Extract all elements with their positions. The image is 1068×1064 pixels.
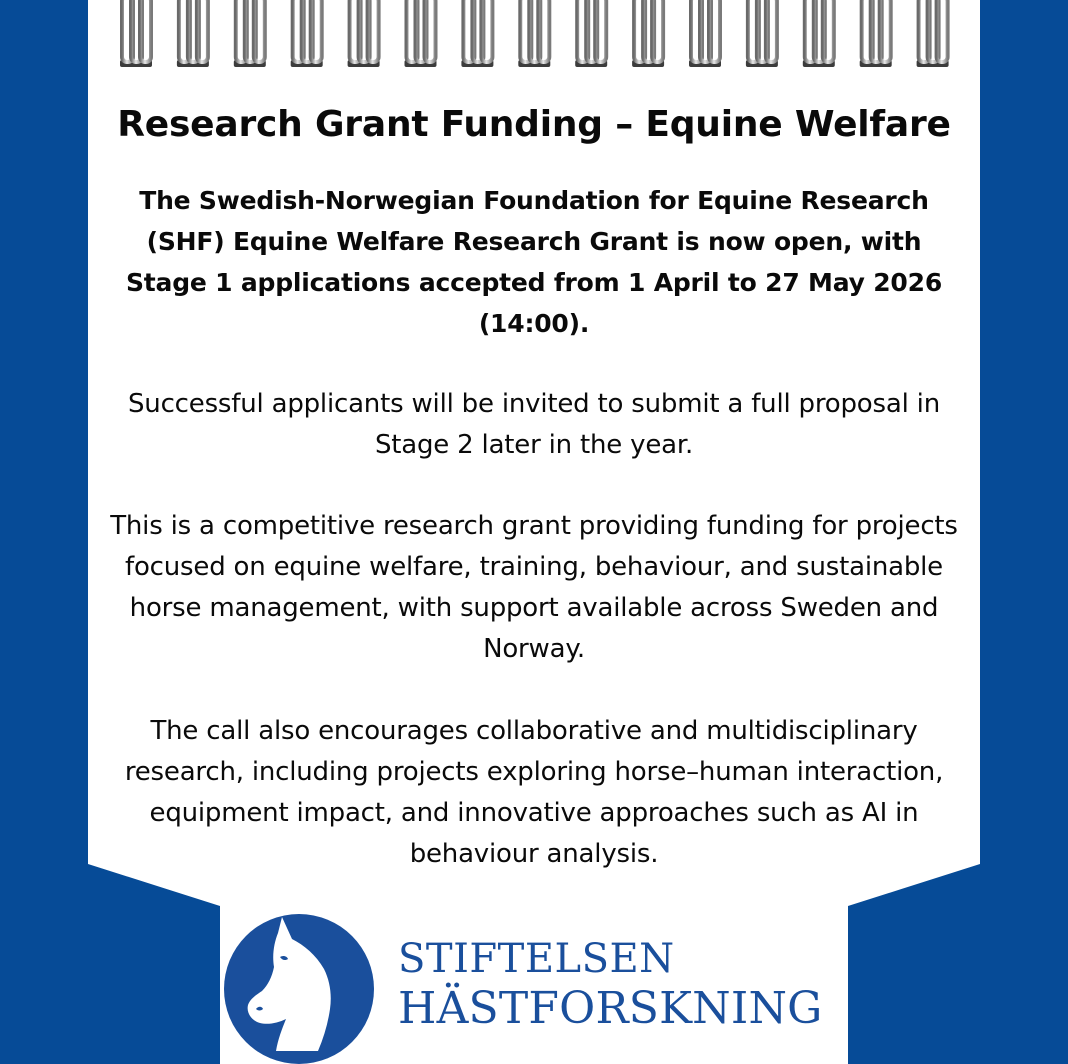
- page-title: Research Grant Funding – Equine Welfare: [117, 104, 951, 145]
- spiral-ring: [461, 0, 493, 67]
- spiral-ring: [291, 0, 323, 67]
- spiral-ring: [917, 0, 949, 67]
- intro-paragraph: The Swedish-Norwegian Foundation for Equine Research (SHF) Equine Welfare Research Grant is now open, with Stage 1 applications accepted from 1 April to 27 May 2026 (14:00).: [125, 186, 943, 338]
- spiral-ring: [234, 0, 266, 67]
- funding-scope-paragraph: This is a competitive research grant providing funding for projects focused on equine welfare, training, behaviour, and sustainable horse management, with support available across Sweden and Norway.: [110, 511, 958, 664]
- logo-text-line1: STIFTELSEN: [398, 936, 675, 982]
- spiral-ring: [120, 0, 152, 67]
- collaboration-paragraph: The call also encourages collaborative and multidisciplinary research, including projects exploring horse–human interaction, equipment impact, and innovative approaches such as AI in behaviour analysis.: [124, 716, 944, 869]
- logo-text-line2: HÄSTFORSKNING: [398, 983, 823, 1034]
- spiral-ring: [405, 0, 437, 67]
- spiral-binding: [0, 0, 1068, 72]
- spiral-ring: [746, 0, 778, 67]
- horse-head-icon: [220, 905, 380, 1064]
- spiral-ring: [575, 0, 607, 67]
- spiral-ring: [632, 0, 664, 67]
- stage-2-paragraph: Successful applicants will be invited to submit a full proposal in Stage 2 later in the year.: [128, 389, 940, 460]
- spiral-ring: [689, 0, 721, 67]
- spiral-ring: [860, 0, 892, 67]
- spiral-ring: [518, 0, 550, 67]
- spiral-ring: [803, 0, 835, 67]
- foundation-logo: [220, 905, 848, 1064]
- spiral-ring: [348, 0, 380, 67]
- spiral-ring: [177, 0, 209, 67]
